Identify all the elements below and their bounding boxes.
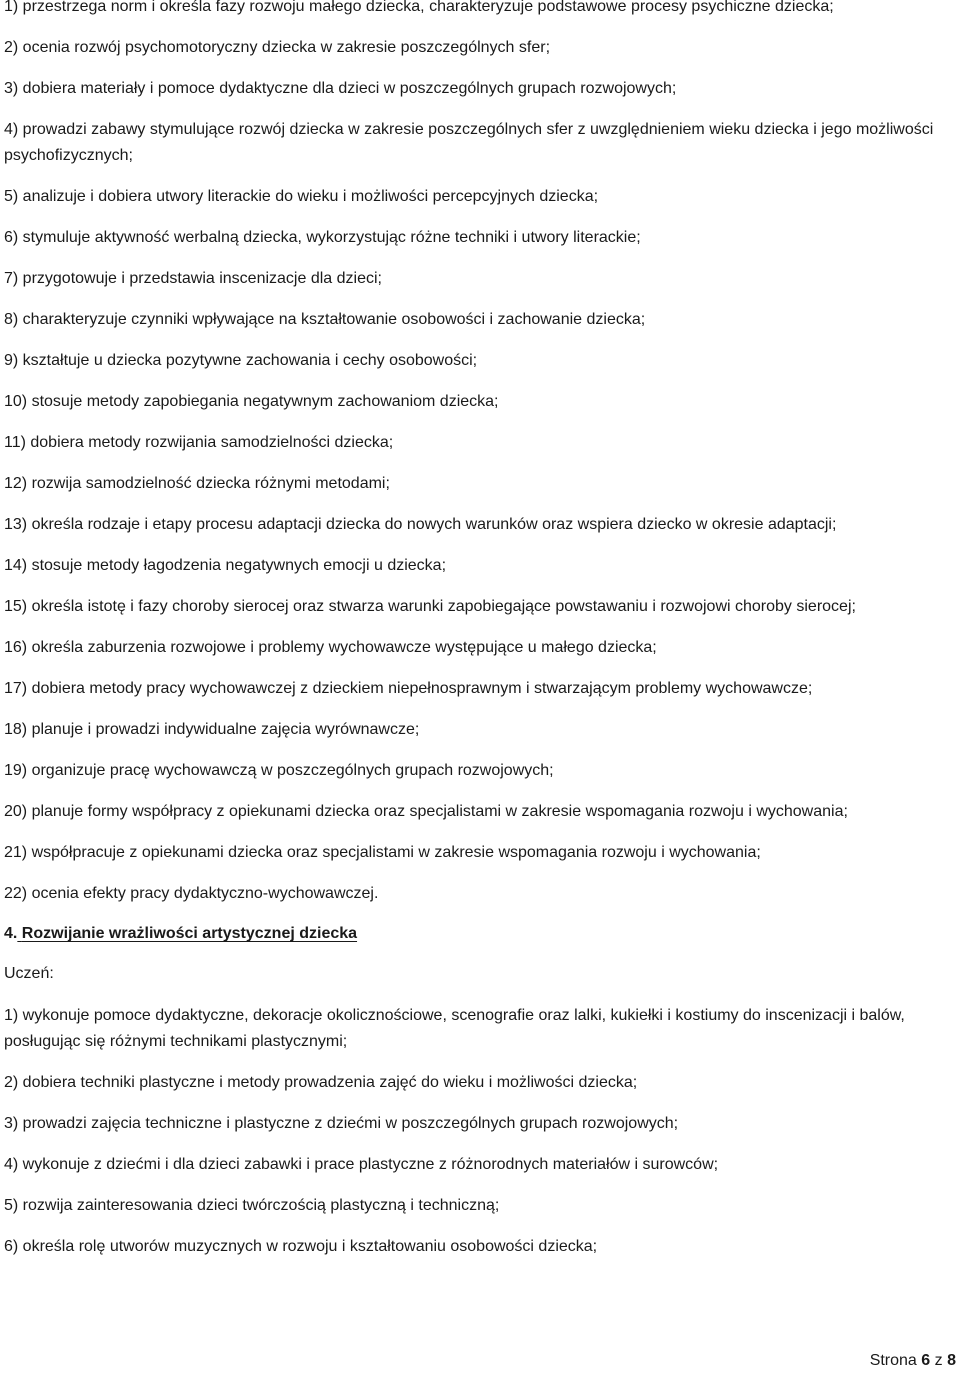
outcomes-list — [4, 0, 958, 907]
list-item: 18) planuje i prowadzi indywidualne zajęcia wyrównawcze; — [4, 721, 420, 738]
list-item: 3) prowadzi zajęcia techniczne i plastyczne z dziećmi w poszczególnych grupach rozwojowych; — [4, 1115, 679, 1132]
section-outcomes-list — [4, 1003, 958, 1260]
current-page: 6 — [921, 1352, 931, 1369]
list-item: 6) stymuluje aktywność werbalną dziecka, wykorzystując różne techniki i utwory literackie; — [4, 229, 641, 246]
list-item: 17) dobiera metody pracy wychowawczej z dzieckiem niepełnosprawnym i stwarzającym problemy wychowawcze; — [4, 680, 813, 697]
section-title: Rozwijanie wrażliwości artystycznej dziecka — [21, 925, 358, 942]
list-item: 2) dobiera techniki plastyczne i metody prowadzenia zajęć do wieku i możliwości dziecka; — [4, 1074, 638, 1091]
page-number — [870, 1349, 956, 1373]
list-item: 15) określa istotę i fazy choroby sierocej oraz stwarza warunki zapobiegające powstawaniu i rozwojowi choroby sierocej; — [4, 598, 856, 615]
section-number: 4. — [4, 925, 18, 942]
list-item: 16) określa zaburzenia rozwojowe i problemy wychowawcze występujące u małego dziecka; — [4, 639, 657, 656]
list-item: 8) charakteryzuje czynniki wpływające na kształtowanie osobowości i zachowanie dziecka; — [4, 311, 646, 328]
list-item: 7) przygotowuje i przedstawia inscenizacje dla dzieci; — [4, 270, 382, 287]
list-item: 1) przestrzega norm i określa fazy rozwoju małego dziecka, charakteryzuje podstawowe procesy psychiczne dziecka; — [4, 0, 834, 15]
list-item: 12) rozwija samodzielność dziecka różnymi metodami; — [4, 475, 390, 492]
list-item: 19) organizuje pracę wychowawczą w poszczególnych grupach rozwojowych; — [4, 762, 554, 779]
list-item: 1) wykonuje pomoce dydaktyczne, dekoracje okolicznościowe, scenografie oraz lalki, kukiełki i kostiumy do inscenizacji i balów, posługując się różnymi technikami plastycznymi; — [4, 1007, 905, 1050]
list-item: 6) określa rolę utworów muzycznych w rozwoju i kształtowaniu osobowości dziecka; — [4, 1238, 598, 1255]
list-item: 21) współpracuje z opiekunami dziecka oraz specjalistami w zakresie wspomagania rozwoju i wychowania; — [4, 844, 761, 861]
list-item: 5) rozwija zainteresowania dzieci twórczością plastyczną i techniczną; — [4, 1197, 500, 1214]
total-pages: 8 — [947, 1352, 956, 1369]
list-item: 4) wykonuje z dziećmi i dla dzieci zabawki i prace plastyczne z różnorodnych materiałów i surowców; — [4, 1156, 719, 1173]
page-label: Strona — [869, 1352, 917, 1369]
list-item: 10) stosuje metody zapobiegania negatywnym zachowaniom dziecka; — [4, 393, 499, 410]
list-item: 4) prowadzi zabawy stymulujące rozwój dziecka w zakresie poszczególnych sfer z uwzględnieniem wieku dziecka i jego możliwości psychofizycznych; — [4, 121, 934, 164]
list-item: 2) ocenia rozwój psychomotoryczny dziecka w zakresie poszczególnych sfer; — [4, 39, 551, 56]
list-item: 3) dobiera materiały i pomoce dydaktyczne dla dzieci w poszczególnych grupach rozwojowych; — [4, 80, 677, 97]
list-item: 11) dobiera metody rozwijania samodzielności dziecka; — [4, 434, 394, 451]
section-heading — [4, 921, 958, 947]
section-intro: Uczeń: — [4, 965, 54, 982]
document-page — [4, 0, 958, 1260]
page-of: z — [934, 1352, 943, 1369]
list-item: 5) analizuje i dobiera utwory literackie do wieku i możliwości percepcyjnych dziecka; — [4, 188, 599, 205]
list-item: 14) stosuje metody łagodzenia negatywnych emocji u dziecka; — [4, 557, 447, 574]
list-item: 20) planuje formy współpracy z opiekunami dziecka oraz specjalistami w zakresie wspomagania rozwoju i wychowania; — [4, 803, 848, 820]
list-item: 9) kształtuje u dziecka pozytywne zachowania i cechy osobowości; — [4, 352, 478, 369]
list-item: 22) ocenia efekty pracy dydaktyczno-wychowawczej. — [4, 885, 379, 902]
list-item: 13) określa rodzaje i etapy procesu adaptacji dziecka do nowych warunków oraz wspiera dziecko w okresie adaptacji; — [4, 516, 837, 533]
